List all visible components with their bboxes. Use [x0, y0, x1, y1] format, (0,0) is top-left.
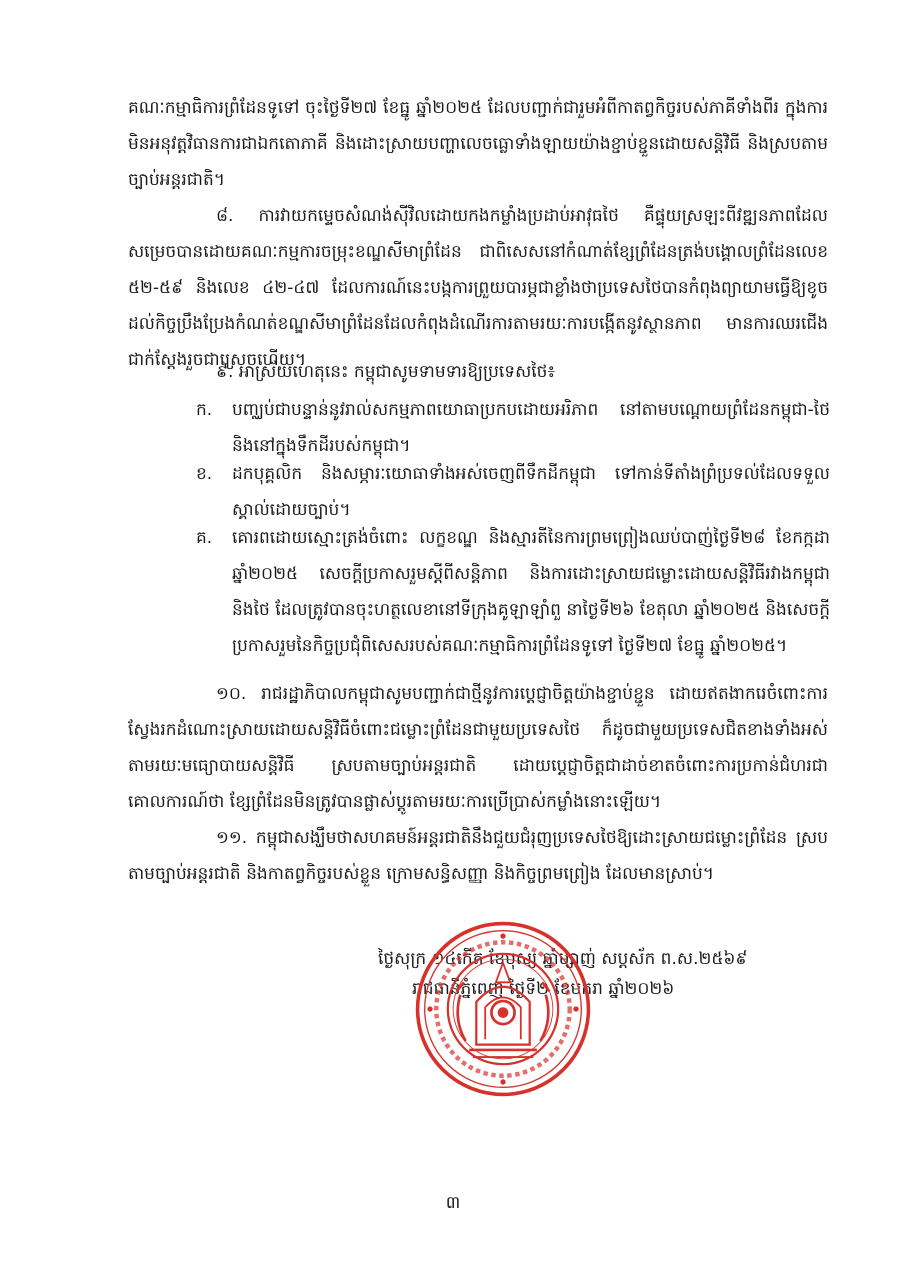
intro-paragraph: គណៈកម្មាធិការព្រំដែនទូទៅ ចុះថ្ងៃទី២៧ ខែធ្នូ ឆ្នាំ២០២៥ ដែលបញ្ជាក់ជារួមអំពីកាតព្វកិច្ចរបស់ភាគីទាំងពីរ ក្នុងការមិនអនុវត្តវិធានការជាឯកតោភាគី និងដោះស្រាយបញ្ហាលេចធ្លោទាំងឡាយយ៉ាងខ្ជាប់ខ្ជួនដោយសន្តិវិធី និងស្របតាមច្បាប់អន្តរជាតិ។ — [128, 98, 828, 190]
list-marker: ក. — [196, 400, 213, 420]
list-item-text: ដកបុគ្គលិក និងសម្ភារៈយោធាទាំងអស់ចេញពីទឹកដីកម្ពុជា ទៅកាន់ទីតាំងព្រំប្រទល់ដែលទទួលស្គាល់ដោយច្បាប់។ — [232, 464, 830, 520]
paragraph-8: ៨. ការវាយកម្ទេចសំណង់ស៊ីវិលដោយកងកម្លាំងប្រដាប់អាវុធថៃ គឺផ្ទុយស្រឡះពីវឌ្ឍនភាពដែលសម្រេចបានដោយគណៈកម្មការចម្រុះខណ្ឌសីមាព្រំដែន ជាពិសេសនៅកំណាត់ខ្សែព្រំដែនត្រង់បង្គោលព្រំដែនលេខ ៥២-៥៩ និងលេខ ៤២-៤៧ ដែលការណ៍នេះបង្កការព្រួយបារម្ភជាខ្លាំងថាប្រទេសថៃបានកំពុងព្យាយាមធ្វើឱ្យខូចដល់កិច្ចប្រឹងប្រែងកំណត់ខណ្ឌសីមាព្រំដែនដែលកំពុងដំណើរការតាមរយៈការបង្កើតនូវស្ថានភាព មានការឈរជើងជាក់ស្តែងរួចជាស្រេចហើយ។ — [128, 206, 828, 370]
ministry-seal-icon — [414, 920, 592, 1098]
paragraph-10: ១០. រាជរដ្ឋាភិបាលកម្ពុជាសូមបញ្ជាក់ជាថ្មីនូវការប្តេជ្ញាចិត្តយ៉ាងខ្ជាប់ខ្ជួន ដោយឥតងាករេចំពោះការស្វែងរកដំណោះស្រាយដោយសន្តិវិធីចំពោះជម្លោះព្រំដែនជាមួយប្រទេសថៃ ក៏ដូចជាមួយប្រទេសជិតខាងទាំងអស់ តាមរយៈមធ្យោបាយសន្តិវិធី ស្របតាមច្បាប់អន្តរជាតិ ដោយប្តេជ្ញាចិត្តជាដាច់ខាតចំពោះការប្រកាន់ជំហរជាគោលការណ៍ថា ខ្សែព្រំដែនមិនត្រូវបានផ្លាស់ប្តូរតាមរយៈការប្រើប្រាស់កម្លាំងនោះឡើយ។ — [128, 684, 828, 812]
list-item-text: បញ្ឈប់ជាបន្ទាន់នូវរាល់សកម្មភាពយោធាប្រកបដោយអរិភាព នៅតាមបណ្តោយព្រំដែនកម្ពុជា-ថៃ និងនៅក្នុងទឹកដីរបស់កម្ពុជា។ — [232, 400, 830, 456]
list-item-ka — [196, 392, 830, 464]
lunar-date-line: ថ្ងៃសុក្រ ១៤កើត ខែបុស្ស ឆ្នាំម្សាញ់ សប្តស័ក ព.ស.២៥៦៩ — [378, 949, 748, 969]
list-item-ko — [196, 520, 830, 664]
list-marker: ខ. — [196, 464, 213, 484]
solar-date-line: រាជធានីភ្នំពេញ ថ្ងៃទី២ ខែមករា ឆ្នាំ២០២៦ — [412, 979, 675, 999]
paragraph-11: ១១. កម្ពុជាសង្ឃឹមថាសហគមន៍អន្តរជាតិនឹងជួយជំរុញប្រទេសថៃឱ្យដោះស្រាយជម្លោះព្រំដែន ស្របតាមច្បាប់អន្តរជាតិ និងកាតព្វកិច្ចរបស់ខ្លួន ក្រោមសន្ធិសញ្ញា និងកិច្ចព្រមព្រៀង ដែលមានស្រាប់។ — [128, 828, 828, 884]
list-item-kha — [196, 456, 830, 528]
paragraph-9-intro: ៩. អាស្រ័យហេតុនេះ កម្ពុជាសូមទាមទារឱ្យប្រទេសថៃ៖ — [216, 362, 555, 382]
list-item-text: គោរពដោយស្មោះត្រង់ចំពោះ លក្ខខណ្ឌ និងស្មារតីនៃការព្រមព្រៀងឈប់បាញ់ថ្ងៃទី២៨ ខែកក្កដា ឆ្នាំ២០២៥ សេចក្តីប្រកាសរួមស្តីពីសន្តិភាព និងការដោះស្រាយជម្លោះដោយសន្តិវិធីរវាងកម្ពុជា និងថៃ ដែលត្រូវបានចុះហត្ថលេខានៅទីក្រុងគូឡាឡាំពួ នាថ្ងៃទី២៦ ខែតុលា ឆ្នាំ២០២៥ និងសេចក្តីប្រកាសរួមនៃកិច្ចប្រជុំពិសេសរបស់គណៈកម្មាធិការព្រំដែនទូទៅ ថ្ងៃទី២៧ ខែធ្នូ ឆ្នាំ២០២៥។ — [232, 528, 830, 656]
list-marker: គ. — [196, 528, 213, 548]
page-number: ៣ — [445, 1193, 461, 1213]
